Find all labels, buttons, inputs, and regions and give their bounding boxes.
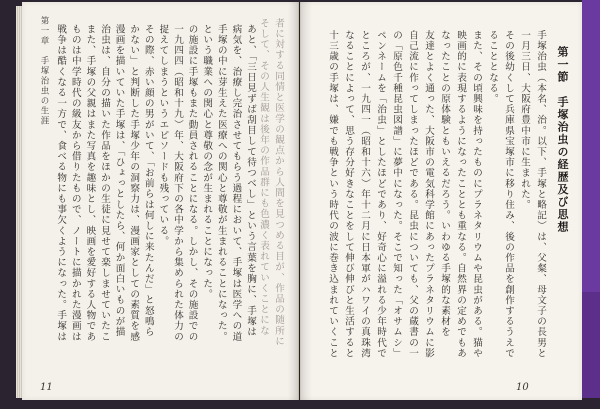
text-column: 一九四四（昭和十九）年、大阪府下の各中学から集められた体力の <box>172 24 183 342</box>
text-column: あと、「三日見ずば刮目して待つべし」という言葉を胸に、手塚は <box>245 24 256 338</box>
text-column: ペンネームを「治虫」としたほどであり、好奇心に溢れる少年時代で <box>375 30 386 359</box>
book-gutter <box>288 2 312 400</box>
text-column: 手塚の中に芽生えた医療への関心と尊敬が生まれることになった。 <box>215 24 227 342</box>
text-column: なることによって、思う存分好きなことをして伸び伸びと生活すると <box>343 30 354 359</box>
bleed-through-text: そして、その人生観は後年の作品群にも色濃く表れていくことにな <box>258 18 269 336</box>
text-column: 自己流に作ってしまったほどである。昆虫についても、父の蔵書の一 <box>407 30 418 359</box>
text-column: ることとなる。 <box>487 30 498 105</box>
text-column: の「原色千種昆虫図譜」に夢中になった。そこで知った「オサムシ」 <box>391 30 402 359</box>
text-column: ものは中学時代の級友から借りたもので、ノートに描かれた漫画は <box>69 24 81 342</box>
text-column: その際、赤い顔の男がいて、「お前らは何しに来たんだ」と怒鳴ら <box>142 24 154 338</box>
text-column: また、手塚の父親はまた写真を趣味とし、映画を愛好する人物であ <box>84 24 96 342</box>
bleed-through-text: 者に対する同情と医学の観点から人間を見つめる目が、作品の随所に <box>273 18 284 347</box>
text-column: 捉えてしまうというエピソードも残っている。 <box>157 24 169 247</box>
text-column: 十三歳の手塚は、嫌でも戦争という時代の波に巻き込まれていくこと <box>327 30 338 359</box>
text-column: かない」と判断した手塚少年の洞察力は、漫画家としての素質を感 <box>128 24 140 342</box>
text-column: 一月三日、大阪府豊中市に生まれた。 <box>519 30 530 211</box>
left-page-number: 11 <box>40 382 53 393</box>
text-column: という職業への関心と尊敬の念が生まれることになった。 <box>201 24 213 300</box>
text-column: ところが、一九四一（昭和十六）年十二月に日本軍がハワイの真珠湾 <box>359 30 370 359</box>
text-column: の施設に手塚もまた動員されることになる。しかし、その施設での <box>186 24 198 342</box>
right-page-number: 10 <box>516 382 529 393</box>
text-column: また、その頃興味を持ったものにプラネタリウムや昆虫がある。猫や <box>471 30 482 359</box>
text-column: 映画的に表現するようになったこととも重なる。自然界の定めでもあ <box>455 30 466 359</box>
text-column: 戦争は酷くなる一方で、食べる物にも事欠くようになった。手塚は <box>55 24 67 342</box>
text-column: 病気を、治療し完治させてもらう過程において、手塚は医学への道 <box>230 24 242 342</box>
text-column: 手塚治虫（本名、治。以下、手塚と略記）は、父粲、母文子の長男と <box>535 30 546 359</box>
text-column: その後幼くして兵庫県宝塚市に移り住み、後の作品を創作するうえで <box>503 30 514 359</box>
running-header: 第一章 手塚治虫の生涯 <box>39 16 49 126</box>
text-column: 友達とよく通った、大阪市の電気科学館にあったプラネタリウムに影 <box>423 30 434 359</box>
section-title: 第一節 手塚治虫の経歴及び思想 <box>556 46 569 234</box>
text-column: なったことの原体験ともいえるだろう。いわゆる手塚的な素材を <box>439 30 450 338</box>
text-column: 漫画を描いていた手塚は、「ひょっとしたら、何か面白いものが描 <box>113 24 125 338</box>
text-column: 治虫は、自分の描いた作品をほかの生徒に見せて楽しませていたこ <box>99 24 110 342</box>
right-page <box>300 2 582 400</box>
left-page <box>22 2 299 400</box>
